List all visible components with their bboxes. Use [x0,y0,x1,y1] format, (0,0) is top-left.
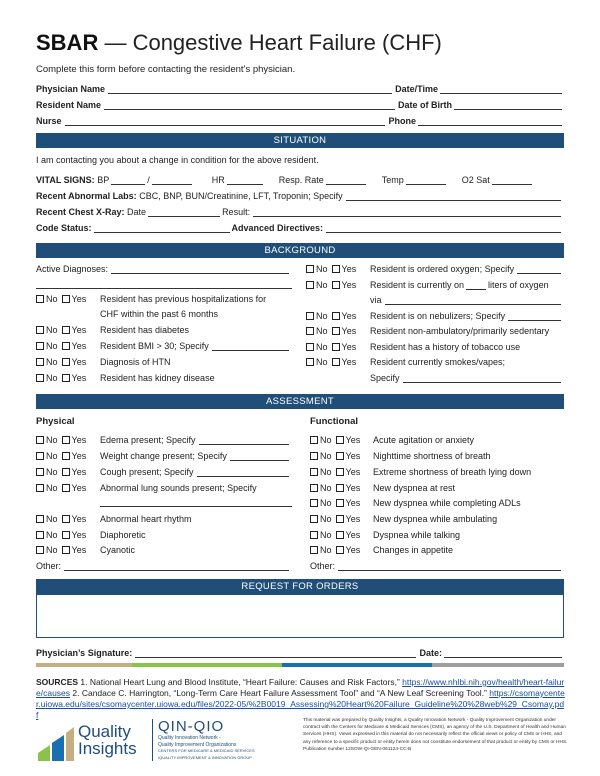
qin-qio-sub-2: Quality Improvement Organizations [158,741,237,748]
bg-oxygen [370,264,564,274]
checkbox-no[interactable] [310,546,318,554]
xray-date-label: Date [127,207,147,217]
advanced-directives-label: Advanced Directives: [231,223,324,233]
phys-other-field[interactable] [64,561,289,571]
no-label: No [46,514,58,524]
bg-smokes-specify-field[interactable] [403,373,561,383]
func-nighttime-checks [310,451,360,461]
checkbox-yes[interactable] [62,374,70,382]
phone-label: Phone [388,116,416,126]
request-heading: REQUEST FOR ORDERS [36,579,564,594]
bg-bmi-checks [36,341,86,351]
phys-edema-field[interactable] [199,435,289,445]
checkbox-no[interactable] [36,295,44,303]
temp-label: Temp [381,175,404,185]
bg-via-field[interactable] [385,295,561,305]
labs-label: Recent Abnormal Labs: [36,191,137,201]
bg-via-label: via [370,295,382,305]
logo-text [78,723,137,757]
checkbox-no[interactable] [306,281,314,289]
bg-smokes-specify-label: Specify [370,373,400,383]
no-label: No [316,280,328,290]
bp-label: BP [97,175,110,185]
func-adls-label: New dyspnea while completing ADLs [373,498,521,508]
yes-label: Yes [71,451,87,461]
yes-label: Yes [71,435,87,445]
functional-heading: Functional [310,416,359,427]
func-other [310,561,564,571]
resident-name-field[interactable] [104,100,395,110]
background-heading: BACKGROUND [36,243,564,258]
logo-divider [152,719,153,761]
physician-name-field[interactable] [108,84,392,94]
xray-result-label: Result: [222,207,251,217]
xray-label: Recent Chest X-Ray: [36,207,125,217]
bg-hosp-label: Resident has previous hospitalizations for [100,294,267,304]
phys-weight-field[interactable] [230,451,289,461]
date-time-label: Date/Time [395,84,438,94]
func-agitation-checks [310,435,360,445]
checkbox-yes[interactable] [332,312,340,320]
resident-row [36,96,564,110]
bg-liters-label: Resident is currently on [370,280,465,290]
phys-rhythm-label: Abnormal heart rhythm [100,514,192,524]
sources-label: SOURCES [36,677,79,687]
checkbox-yes[interactable] [336,515,344,523]
checkbox-no[interactable] [310,531,318,539]
checkbox-yes[interactable] [332,265,340,273]
yes-label: Yes [71,294,87,304]
bg-oxygen-label: Resident is ordered oxygen; Specify [370,264,515,274]
checkbox-no[interactable] [36,546,44,554]
situation-heading: SITUATION [36,133,564,148]
bg-liters-label-2: liters of oxygen [488,280,549,290]
hr-field[interactable] [227,175,263,185]
assessment-heading: ASSESSMENT [36,394,564,409]
phys-other-label: Other: [36,561,62,571]
bg-diabetes-checks [36,325,86,335]
func-other-field[interactable] [338,561,561,571]
xray-date-field[interactable] [148,207,220,217]
phys-cough-checks [36,467,86,477]
yes-label: Yes [71,545,87,555]
active-diagnoses-field[interactable] [111,264,289,274]
phys-cyanotic-checks [36,545,86,555]
checkbox-no[interactable] [310,484,318,492]
func-talking-checks [310,530,360,540]
func-talking-label: Dyspnea while talking [373,530,461,540]
yes-label: Yes [345,483,361,493]
no-label: No [316,264,328,274]
labs-text: CBC, BNP, BUN/Creatinine, LFT, Troponin; Specify [139,191,343,201]
source-2-text: 2. Candace C. Harrington, “Long-Term Care Heart Failure Assessment Tool” and “A New Leaf Screening Tool.” [70,688,490,698]
yes-label: Yes [345,467,361,477]
qin-qio-sub-4: IQUALITY IMPROVEMENT & INNOVATION GROUP [158,754,252,760]
resident-name-label: Resident Name [36,100,102,110]
qin-qio-sub-1: Quality Innovation Network - [158,735,221,741]
checkbox-yes[interactable] [336,468,344,476]
vital-signs-row [36,171,564,185]
yes-label: Yes [341,264,357,274]
checkbox-no[interactable] [306,312,314,320]
date-time-field[interactable] [440,84,562,94]
phys-weight-label: Weight change present; Specify [100,451,227,461]
bg-liters-checks [306,280,356,290]
yes-label: Yes [71,514,87,524]
no-label: No [320,435,332,445]
no-label: No [316,342,328,352]
checkbox-yes[interactable] [332,281,340,289]
no-label: No [316,357,328,367]
checkbox-yes[interactable] [62,326,70,334]
situation-intro: I am contacting you about a change in condition for the above resident. [36,155,319,165]
func-agitation-label: Acute agitation or anxiety [373,435,475,445]
phone-field[interactable] [418,116,562,126]
no-label: No [46,373,58,383]
page-subtitle: Complete this form before contacting the resident’s physician. [36,64,296,75]
no-label: No [46,325,58,335]
bg-htn-checks [36,357,86,367]
vital-signs-label: VITAL SIGNS: [36,175,95,185]
physician-row [36,80,564,94]
no-label: No [46,467,58,477]
func-adls-checks [310,498,360,508]
checkbox-no[interactable] [306,358,314,366]
logo-line-2: Insights [78,739,137,758]
yes-label: Yes [341,357,357,367]
no-label: No [46,341,58,351]
resp-rate-field[interactable] [326,175,366,185]
checkbox-yes[interactable] [336,499,344,507]
checkbox-no[interactable] [36,342,44,350]
date-of-birth-label: Date of Birth [398,100,452,110]
no-label: No [46,435,58,445]
resp-rate-label: Resp. Rate [278,175,324,185]
func-nighttime-label: Nighttime shortness of breath [373,451,491,461]
bg-bmi-label: Resident BMI > 30; Specify [100,341,209,351]
yes-label: Yes [341,311,357,321]
color-bar-gray [432,663,564,667]
active-diagnoses-line2[interactable] [36,288,292,289]
bg-nebulizer [370,311,564,321]
bp-diastolic-field[interactable] [152,175,192,185]
checkbox-no[interactable] [36,358,44,366]
yes-label: Yes [345,514,361,524]
signature-row [36,644,564,658]
func-lying-label: Extreme shortness of breath lying down [373,467,532,477]
checkbox-no[interactable] [36,515,44,523]
checkbox-yes[interactable] [62,342,70,350]
checkbox-no[interactable] [310,499,318,507]
bg-sedentary-label: Resident non-ambulatory/primarily sedentary [370,326,550,336]
bg-hosp-checks [36,294,86,304]
checkbox-yes[interactable] [336,546,344,554]
bg-nebulizer-checks [306,311,356,321]
no-label: No [46,451,58,461]
phys-cough [100,467,292,477]
checkbox-yes[interactable] [332,343,340,351]
phys-other [36,561,292,571]
checkbox-yes[interactable] [336,436,344,444]
no-label: No [46,357,58,367]
bg-oxygen-checks [306,264,356,274]
request-orders-box[interactable] [36,594,564,638]
phys-rhythm-checks [36,514,86,524]
checkbox-yes[interactable] [332,327,340,335]
func-ambulating-label: New dyspnea while ambulating [373,514,498,524]
phys-edema-checks [36,435,86,445]
bg-bmi [100,341,292,351]
func-rest-label: New dyspnea at rest [373,483,456,493]
bg-tobacco-label: Resident has a history of tobacco use [370,342,521,352]
yes-label: Yes [71,530,87,540]
checkbox-no[interactable] [36,452,44,460]
bp-systolic-field[interactable] [111,175,145,185]
yes-label: Yes [341,280,357,290]
checkbox-no[interactable] [310,468,318,476]
bp-slash: / [147,175,150,185]
yes-label: Yes [345,451,361,461]
nurse-field[interactable] [65,116,386,126]
phys-diaphoretic-checks [36,530,86,540]
advanced-directives-field[interactable] [326,223,561,233]
code-status-field[interactable] [94,223,230,233]
bg-oxygen-field[interactable] [517,264,561,274]
no-label: No [316,311,328,321]
no-label: No [320,451,332,461]
checkbox-yes[interactable] [62,468,70,476]
func-lying-checks [310,467,360,477]
bg-tobacco-checks [306,342,356,352]
checkbox-yes[interactable] [62,484,70,492]
func-appetite-label: Changes in appetite [373,545,454,555]
checkbox-yes[interactable] [62,358,70,366]
signature-date-field[interactable] [444,648,562,658]
no-label: No [46,294,58,304]
yes-label: Yes [71,325,87,335]
phys-weight-checks [36,451,86,461]
temp-field[interactable] [406,175,446,185]
page-title: SBAR — Congestive Heart Failure (CHF) [36,30,442,55]
phys-lung-label: Abnormal lung sounds present; Specify [100,483,257,493]
phys-cough-label: Cough present; Specify [100,467,194,477]
quality-insights-mark-icon [36,717,76,763]
qin-qio-title: QIN-QIO [158,718,225,735]
quality-insights-logo [36,717,256,763]
signature-label: Physician’s Signature: [36,648,133,658]
checkbox-no[interactable] [36,468,44,476]
yes-label: Yes [345,545,361,555]
phys-lung-field[interactable] [100,506,292,507]
no-label: No [46,530,58,540]
source-1-text: 1. National Heart Lung and Blood Institute, “Heart Failure: Causes and Risk Factors,” [78,677,403,687]
source-1-link[interactable]: https://www.nhlbi.nih.gov/health/heart-failure/causes [36,677,565,698]
bg-nebulizer-label: Resident is on nebulizers; Specify [370,311,506,321]
phys-lung-checks [36,483,86,493]
signature-field[interactable] [135,648,416,658]
color-bar-tan [36,663,132,667]
checkbox-no[interactable] [36,436,44,444]
func-ambulating-checks [310,514,360,524]
color-bar-green [132,663,282,667]
qin-qio-sub-3: CENTERS FOR MEDICARE & MEDICAID SERVICES [158,748,255,753]
checkbox-yes[interactable] [336,531,344,539]
checkbox-yes[interactable] [336,452,344,460]
nurse-row [36,112,564,126]
func-rest-checks [310,483,360,493]
logo-line-1: Quality [78,722,131,741]
func-appetite-checks [310,545,360,555]
checkbox-no[interactable] [306,327,314,335]
checkbox-no[interactable] [306,343,314,351]
no-label: No [320,467,332,477]
checkbox-yes[interactable] [62,531,70,539]
no-label: No [320,498,332,508]
phys-edema-label: Edema present; Specify [100,435,196,445]
no-label: No [320,545,332,555]
bg-smokes-label: Resident currently smokes/vapes; [370,357,506,367]
phys-weight [100,451,292,461]
phys-cough-field[interactable] [197,467,289,477]
checkbox-yes[interactable] [332,358,340,366]
yes-label: Yes [71,467,87,477]
xray-row [36,203,564,217]
checkbox-yes[interactable] [62,546,70,554]
no-label: No [320,483,332,493]
bg-sedentary-checks [306,326,356,336]
checkbox-no[interactable] [310,515,318,523]
yes-label: Yes [71,373,87,383]
physical-heading: Physical [36,416,75,427]
checkbox-no[interactable] [36,484,44,492]
color-bar-blue [282,663,432,667]
func-other-label: Other: [310,561,336,571]
bg-htn-label: Diagnosis of HTN [100,357,171,367]
date-of-birth-field[interactable] [454,100,562,110]
bg-kidney-checks [36,373,86,383]
physician-name-label: Physician Name [36,84,106,94]
bg-liters-field[interactable] [466,280,486,290]
bg-diabetes-label: Resident has diabetes [100,325,190,335]
checkbox-yes[interactable] [62,515,70,523]
signature-date-label: Date: [419,648,442,658]
yes-label: Yes [345,435,361,445]
no-label: No [46,483,58,493]
bg-hosp-label-cont: CHF within the past 6 months [100,309,219,319]
checkbox-no[interactable] [310,452,318,460]
checkbox-no[interactable] [36,326,44,334]
yes-label: Yes [71,341,87,351]
active-diagnoses-label: Active Diagnoses: [36,264,109,274]
phys-diaphoretic-label: Diaphoretic [100,530,146,540]
bg-smokes-specify [370,373,564,383]
checkbox-no[interactable] [36,531,44,539]
checkbox-no[interactable] [36,374,44,382]
code-status-label: Code Status: [36,223,92,233]
phys-edema [100,435,292,445]
checkbox-yes[interactable] [62,436,70,444]
no-label: No [316,326,328,336]
yes-label: Yes [71,357,87,367]
yes-label: Yes [345,498,361,508]
bg-bmi-field[interactable] [212,341,289,351]
bg-via [370,295,564,305]
bg-nebulizer-field[interactable] [508,311,561,321]
o2-sat-label: O2 Sat [461,175,490,185]
disclaimer: This material was prepared by Quality Insights, a Quality Innovation Network - Quality Improvement Organization under contract with the Centers for Medicare & Medicaid Services (CMS), an agency of the U.S. Department of Health and Human Services (HHS). Views expressed in this material do not necessarily reflect the official views or policy of CMS or HHS, and any reference to a specific product or entity herein does not constitute endorsement of that product or entity by CMS or HHS. Publication number 12SOW-QI-GEN-061124-CC-B [303,718,568,752]
yes-label: Yes [341,342,357,352]
sources [36,677,566,721]
hr-label: HR [211,175,225,185]
xray-result-field[interactable] [253,207,561,217]
checkbox-yes[interactable] [62,452,70,460]
source-2-link[interactable]: https://csomaycenter.uiowa.edu/sites/csomaycenter.uiowa.edu/files/2022-05/%2B0019_Assessing%20Heart%20Failure_Guideline%20%28web%29_Csomay.pdf [36,688,565,720]
yes-label: Yes [345,530,361,540]
yes-label: Yes [341,326,357,336]
labs-row [36,187,564,201]
no-label: No [320,514,332,524]
bg-liters [370,280,549,290]
checkbox-no[interactable] [306,265,314,273]
no-label: No [46,545,58,555]
bg-kidney-label: Resident has kidney disease [100,373,215,383]
code-status-row [36,219,564,233]
active-diagnoses [36,264,292,274]
nurse-label: Nurse [36,116,62,126]
yes-label: Yes [71,483,87,493]
qin-qio-logo [158,719,255,761]
phys-cyanotic-label: Cyanotic [100,545,136,555]
checkbox-yes[interactable] [62,295,70,303]
no-label: No [320,530,332,540]
bg-smokes-checks [306,357,356,367]
checkbox-yes[interactable] [336,484,344,492]
labs-field[interactable] [346,191,561,201]
o2-sat-field[interactable] [492,175,532,185]
checkbox-no[interactable] [310,436,318,444]
